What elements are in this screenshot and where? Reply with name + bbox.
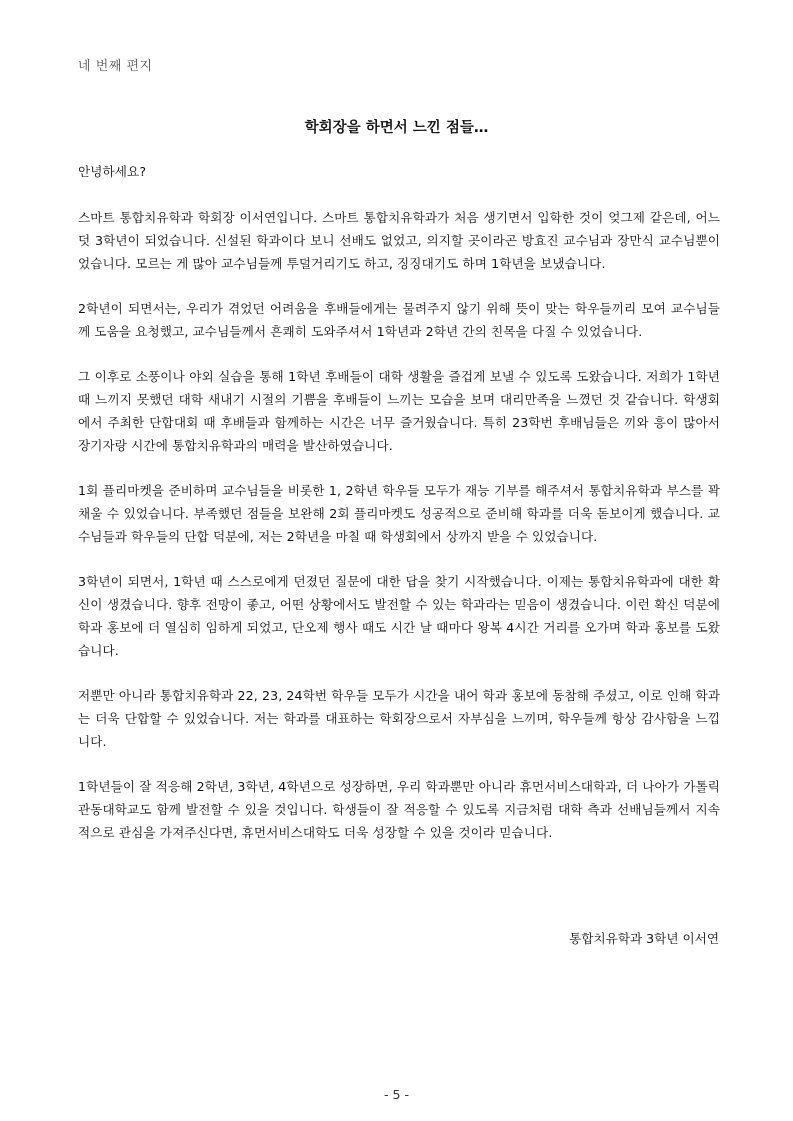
body-paragraph-1: 스마트 통합치유학과 학회장 이서연입니다. 스마트 통합치유학과가 처음 생기면서 입학한 것이 엊그제 같은데, 어느덧 3학년이 되었습니다. 신설된 학과이다 보니 선배도 없었고, 의지할 곳이라곤 방효진 교수님과 장만식 교수님뿐이었습니다. 모르는 게 많아 교수님들께 투덜거리기도 하고, 징징대기도 하며 1학년을 보냈습니다. bbox=[78, 210, 720, 271]
body-paragraph-6: 저뿐만 아니라 통합치유학과 22, 23, 24학번 학우들 모두가 시간을 내어 학과 홍보에 동참해 주셨고, 이로 인해 학과는 더욱 단합할 수 있었습니다. 저는 학과를 대표하는 학회장으로서 자부심을 느끼며, 학우들께 항상 감사함을 느낍니다. bbox=[78, 688, 720, 749]
body-paragraph-7: 1학년들이 잘 적응해 2학년, 3학년, 4학년으로 성장하면, 우리 학과뿐만 아니라 휴먼서비스대학과, 더 나아가 가톨릭관동대학교도 함께 발전할 수 있을 것입니다. 학생들이 잘 적응할 수 있도록 지금처럼 대학 측과 선배님들께서 지속적으로 관심을 가져주신다면, 휴먼서비스대학도 더욱 성장할 수 있을 것이라 믿습니다. bbox=[78, 779, 720, 840]
greeting-paragraph: 안녕하세요? bbox=[78, 164, 147, 179]
body-paragraph-4: 1회 플리마켓을 준비하며 교수님들을 비롯한 1, 2학년 학우들 모두가 재능 기부를 해주셔서 통합치유학과 부스를 꽉 채울 수 있었습니다. 부족했던 점들을 보완해 2회 플리마켓도 성공적으로 준비해 학과를 더욱 돋보이게 했습니다. 교수님들과 학우들의 단합 덕분에, 저는 2학년을 마칠 때 학생회에서 상까지 받을 수 있었습니다. bbox=[78, 483, 720, 544]
letter-section-label: 네 번째 편지 bbox=[78, 59, 153, 74]
letter-body bbox=[78, 160, 720, 866]
page-number: - 5 - bbox=[383, 1087, 410, 1102]
body-paragraph-2: 2학년이 되면서는, 우리가 겪었던 어려움을 후배들에게는 물려주지 않기 위해 뜻이 맞는 학우들끼리 모여 교수님들께 도움을 요청했고, 교수님들께서 흔쾌히 도와주셔서 1학년과 2학년 간의 친목을 다질 수 있었습니다. bbox=[78, 301, 720, 339]
letter-title: 학회장을 하면서 느낀 점들… bbox=[304, 120, 489, 136]
body-paragraph-5: 3학년이 되면서, 1학년 때 스스로에게 던졌던 질문에 대한 답을 찾기 시작했습니다. 이제는 통합치유학과에 대한 확신이 생겼습니다. 향후 전망이 좋고, 어떤 상황에서도 발전할 수 있는 학과라는 믿음이 생겼습니다. 이런 확신 덕분에 학과 홍보에 더 열심히 임하게 되었고, 단오제 행사 때도 시간 날 때마다 왕복 4시간 거리를 오가며 학과 홍보를 도왔습니다. bbox=[78, 574, 720, 658]
author-signature: 통합치유학과 3학년 이서연 bbox=[569, 931, 719, 946]
body-paragraph-3: 그 이후로 소풍이나 야외 실습을 통해 1학년 후배들이 대학 생활을 즐겁게 보낼 수 있도록 도왔습니다. 저희가 1학년 때 느끼지 못했던 대학 새내기 시절의 기쁨을 후배들이 느끼는 모습을 보며 대리만족을 느꼈던 것 같습니다. 학생회에서 주최한 단합대회 때 후배들과 함께하는 시간은 너무 즐거웠습니다. 특히 23학번 후배님들은 끼와 흥이 많아서 장기자랑 시간에 통합치유학과의 매력을 발산하였습니다. bbox=[78, 369, 720, 453]
